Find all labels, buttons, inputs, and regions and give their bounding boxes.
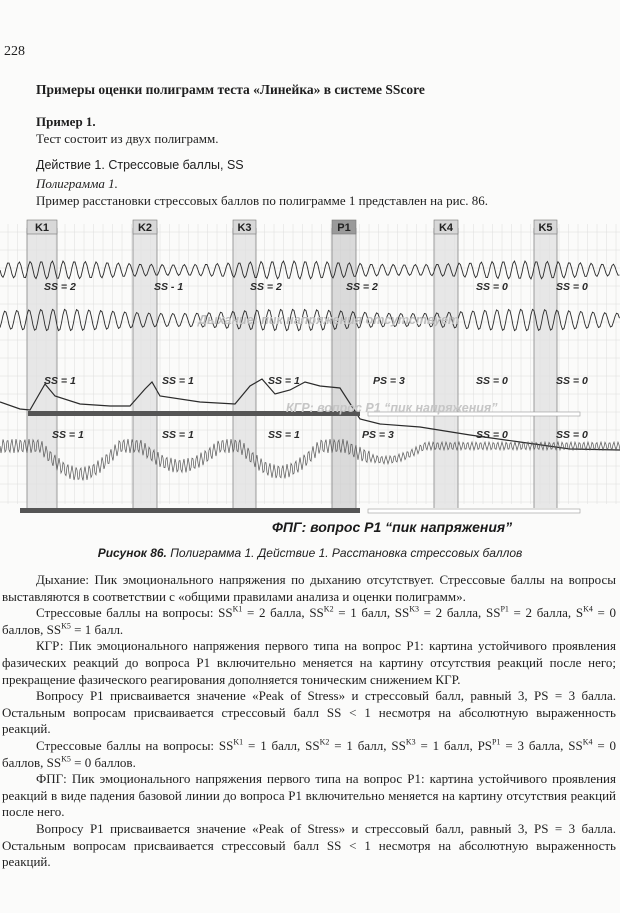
- score-superscript: K4: [583, 604, 593, 614]
- score-value: = 1 балл,: [415, 737, 478, 753]
- score-superscript: K3: [405, 737, 416, 747]
- score-superscript: P1: [500, 604, 509, 614]
- score-label: SS = 1: [268, 429, 300, 441]
- caption-label: Рисунок 86.: [97, 546, 167, 560]
- score-value: = 2 балла,: [508, 605, 576, 621]
- score-key: SS: [218, 737, 234, 753]
- paragraph-6: ФПГ: Пик эмоционального напряжения первого типа на вопрос Р1: картина устойчивого проявления реакций в виде падения базовой линии до вопроса Р1 включительно меняется на картину отсутствия реакций после него.: [2, 771, 616, 820]
- score-label: SS = 2: [250, 281, 282, 293]
- polygram-figure: [0, 214, 620, 544]
- score-label: SS = 1: [52, 429, 84, 441]
- score-labels: [44, 281, 588, 441]
- score-superscript: K5: [61, 621, 71, 631]
- score-label: SS = 0: [476, 375, 508, 387]
- page-number: 228: [4, 44, 25, 59]
- score-value: = 1 балл,: [333, 605, 395, 621]
- score-value: = 2 балла,: [419, 605, 486, 621]
- score-key: SS: [485, 605, 501, 621]
- score-superscript: K3: [409, 604, 420, 614]
- ppg-note: ФПГ: вопрос Р1 “пик напряжения”: [272, 519, 513, 535]
- question-band: [534, 228, 557, 508]
- score-value: = 3 балла,: [500, 737, 569, 753]
- gsr-note: КГР: вопрос Р1 “пик напряжения”: [286, 401, 498, 415]
- page-title: Примеры оценки полиграмм теста «Линейка» в системе SScore: [36, 82, 425, 97]
- question-band: [434, 228, 458, 508]
- score-key: SS: [309, 605, 324, 621]
- score-superscript: K2: [323, 604, 334, 614]
- caption-text: Полиграмма 1. Действие 1. Расстановка стрессовых баллов: [170, 546, 523, 560]
- score-label: SS = 0: [556, 429, 588, 441]
- score-label: SS - 1: [154, 281, 184, 293]
- question-label: P1: [337, 222, 351, 234]
- respiration-trace-upper: [0, 261, 620, 279]
- example-line-3: Полиграмма 1.: [36, 176, 118, 191]
- score-item: [395, 605, 486, 620]
- score-value: = 1 балл.: [70, 621, 124, 637]
- score-item: [218, 605, 309, 620]
- score-label: SS = 2: [44, 281, 76, 293]
- example-line-4: Пример расстановки стрессовых баллов по полиграмме 1 представлен на рис. 86.: [36, 193, 489, 208]
- question-label: K2: [137, 222, 153, 234]
- score-superscript: P1: [492, 737, 501, 747]
- score-item: [478, 738, 569, 753]
- score-value: = 0 баллов,: [2, 605, 617, 637]
- score-item: [309, 605, 394, 620]
- score-superscript: K5: [61, 754, 71, 764]
- score-superscript: K4: [582, 737, 593, 747]
- score-label: SS = 2: [346, 281, 378, 293]
- score-label: SS = 0: [556, 281, 588, 293]
- paragraph-3: КГР: Пик эмоционального напряжения первого типа на вопрос Р1: картина устойчивого проявления фазических реакций до вопроса Р1 включительно меняется на картину отсутствия реакций после него; прекращение фазического реагирования дополняется тоническим снижением КГР.: [2, 638, 616, 687]
- ppg-bar-before: [20, 508, 360, 513]
- score-label: SS = 0: [556, 375, 588, 387]
- score-label: SS = 1: [162, 375, 194, 387]
- score-value: = 0 баллов.: [70, 754, 136, 770]
- question-label: K5: [538, 222, 553, 234]
- score-line-prefix: Стрессовые баллы на вопросы:: [36, 737, 219, 753]
- score-key: S: [575, 605, 584, 621]
- score-key: SS: [568, 737, 583, 753]
- example-heading: Пример 1.: [36, 114, 96, 129]
- ppg-bar-after: [368, 509, 580, 513]
- score-item: [486, 605, 576, 620]
- polygram-traces: [0, 261, 620, 513]
- example-line-2: Действие 1. Стрессовые баллы, SS: [36, 158, 244, 172]
- figure-caption: [0, 546, 620, 560]
- score-item: [391, 738, 477, 753]
- paragraph-1: Дыхание: Пик эмоционального напряжения по дыханию отсутствует. Стрессовые баллы на вопросы выставляются в соответствии с «общими правилами анализа и оценки полиграмм».: [2, 572, 616, 604]
- question-band: [133, 228, 157, 508]
- question-band: [27, 228, 57, 508]
- score-line-prefix: Стрессовые баллы на вопросы:: [36, 605, 219, 621]
- score-key: SS: [305, 737, 320, 753]
- score-label: SS = 1: [44, 375, 76, 387]
- score-label: SS = 1: [268, 375, 300, 387]
- score-value: = 0 баллов,: [2, 737, 617, 770]
- score-key: SS: [394, 605, 410, 621]
- score-value: = 1 балл,: [329, 737, 392, 753]
- score-value: = 2 балла,: [242, 605, 310, 621]
- score-superscript: K1: [233, 737, 244, 747]
- score-superscript: K1: [232, 604, 243, 614]
- score-item: [219, 738, 305, 753]
- score-label: SS = 0: [476, 281, 508, 293]
- score-key: SS: [391, 737, 406, 753]
- score-item: [47, 622, 124, 637]
- paragraph-7: Вопросу Р1 присваивается значение «Peak of Stress» и стрессовый балл, равный 3, PS = 3 балла. Остальным вопросам присваивается стрессовый балл SS < 1 несмотря на абсолютную выраженность реакций.: [2, 820, 616, 870]
- question-label: K1: [34, 222, 50, 234]
- paragraph-4: Вопросу Р1 присваивается значение «Peak of Stress» и стрессовый балл, равный 3, PS = 3 балла. Остальным вопросам присваивается стрессовый балл SS < 1 несмотря на абсолютную выраженность реакций.: [2, 688, 616, 737]
- score-label: PS = 3: [362, 429, 394, 441]
- question-label: K3: [237, 222, 252, 234]
- score-key: SS: [46, 621, 62, 637]
- score-key: SS: [218, 605, 233, 621]
- body-text: [2, 572, 616, 871]
- paragraph-5: [2, 738, 616, 771]
- example-line-1: Тест состоит из двух полиграмм.: [36, 131, 219, 146]
- question-label: K4: [438, 222, 454, 234]
- score-label: SS = 1: [162, 429, 194, 441]
- score-superscript: K2: [319, 737, 330, 747]
- paragraph-2: [2, 605, 616, 638]
- score-value: = 1 балл,: [243, 737, 306, 753]
- score-label: SS = 0: [476, 429, 508, 441]
- resp-note: Дыхание: пик напряжения отсутствует: [198, 313, 460, 327]
- score-item: [47, 755, 136, 770]
- score-item: [305, 738, 391, 753]
- score-key: SS: [46, 754, 62, 770]
- ppg-trace: [0, 439, 620, 480]
- score-key: PS: [477, 737, 493, 753]
- score-label: PS = 3: [373, 375, 405, 387]
